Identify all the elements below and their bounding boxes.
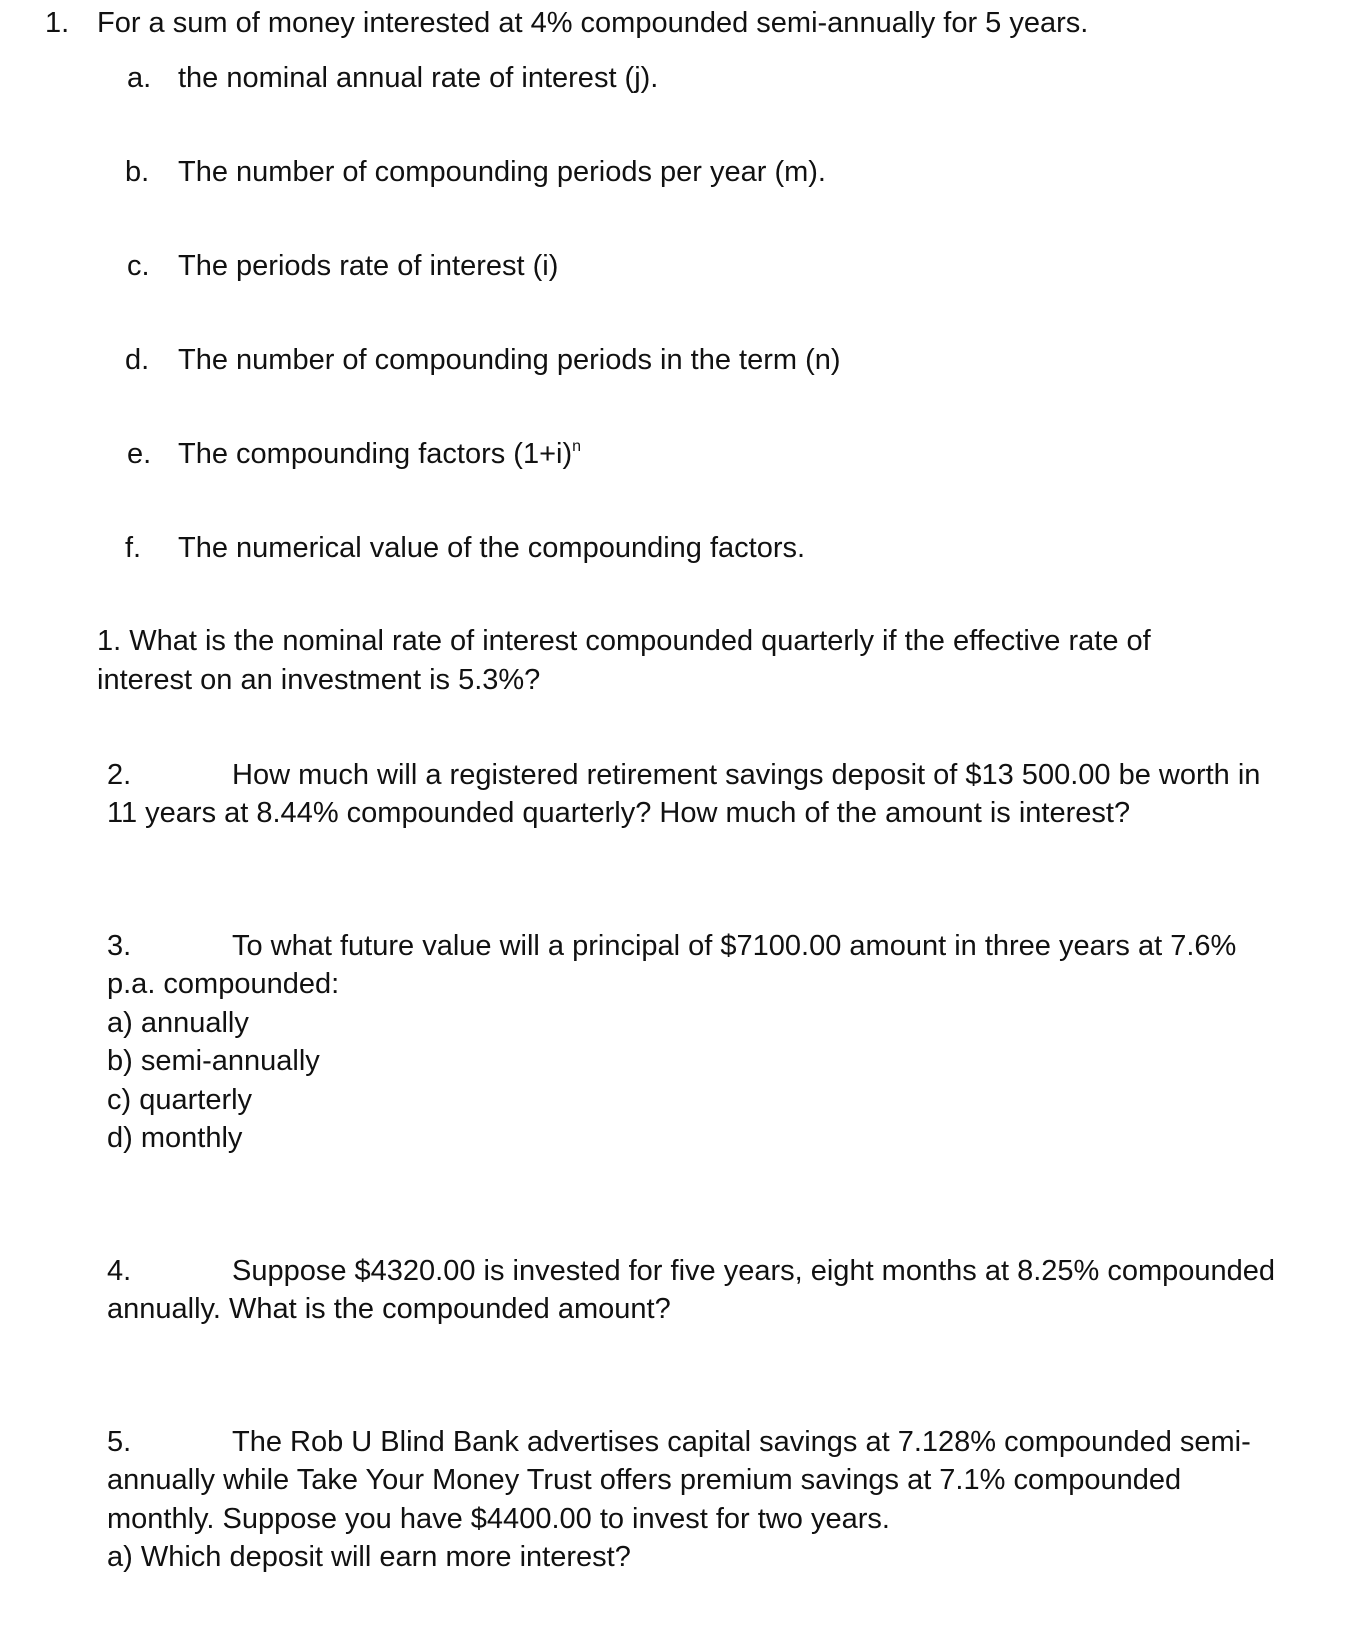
question-4-line-1: Suppose $4320.00 is invested for five years, eight months at 8.25% compounded (232, 1255, 1276, 1287)
part-a-text: the nominal annual rate of interest (j). (178, 62, 659, 94)
question-3-option-a: a) annually (107, 1007, 249, 1039)
question-3-option-b: b) semi-annually (107, 1045, 320, 1077)
part-d-label: d. (125, 344, 150, 376)
question-5-line-2: annually while Take Your Money Trust offers premium savings at 7.1% compounded (107, 1464, 1182, 1496)
part-d-text: The number of compounding periods in the term (n) (178, 344, 841, 376)
part-b-text: The number of compounding periods per year (m). (178, 156, 826, 188)
part-e-superscript: n (572, 438, 582, 455)
question-3-line-2: p.a. compounded: (107, 968, 340, 1000)
question-5-option-a: a) Which deposit will earn more interest? (107, 1541, 631, 1573)
question-4-number: 4. (107, 1255, 132, 1287)
question-3-line-1: To what future value will a principal of $7100.00 amount in three years at 7.6% (232, 930, 1237, 962)
question-2-line-2: 11 years at 8.44% compounded quarterly? How much of the amount is interest? (107, 797, 1131, 829)
question-1-text: For a sum of money interested at 4% compounded semi-annually for 5 years. (97, 7, 1089, 39)
part-e-text (178, 434, 581, 479)
question-5-number: 5. (107, 1426, 132, 1458)
part-c-text: The periods rate of interest (i) (178, 250, 559, 282)
question-2-number: 2. (107, 759, 132, 791)
question-3-option-d: d) monthly (107, 1122, 243, 1154)
question-2-line-1: How much will a registered retirement savings deposit of $13 500.00 be worth in (232, 759, 1261, 791)
part-e-label: e. (127, 438, 152, 470)
question-3-option-c: c) quarterly (107, 1084, 253, 1116)
part-f-label: f. (125, 532, 142, 564)
part-e-body: The compounding factors (1+i) (178, 438, 573, 470)
part-a-label: a. (127, 62, 152, 94)
part-f-text: The numerical value of the compounding factors. (178, 532, 806, 564)
nominal-question-line-2: interest on an investment is 5.3%? (97, 664, 541, 696)
question-5-line-1: The Rob U Blind Bank advertises capital savings at 7.128% compounded semi- (232, 1426, 1251, 1458)
part-b-label: b. (125, 156, 150, 188)
nominal-question-line-1: 1. What is the nominal rate of interest compounded quarterly if the effective rate of (97, 625, 1151, 657)
question-1-number: 1. (45, 7, 70, 39)
question-5-line-3: monthly. Suppose you have $4400.00 to invest for two years. (107, 1503, 890, 1535)
question-3-number: 3. (107, 930, 132, 962)
part-c-label: c. (127, 250, 150, 282)
question-4-line-2: annually. What is the compounded amount? (107, 1293, 671, 1325)
